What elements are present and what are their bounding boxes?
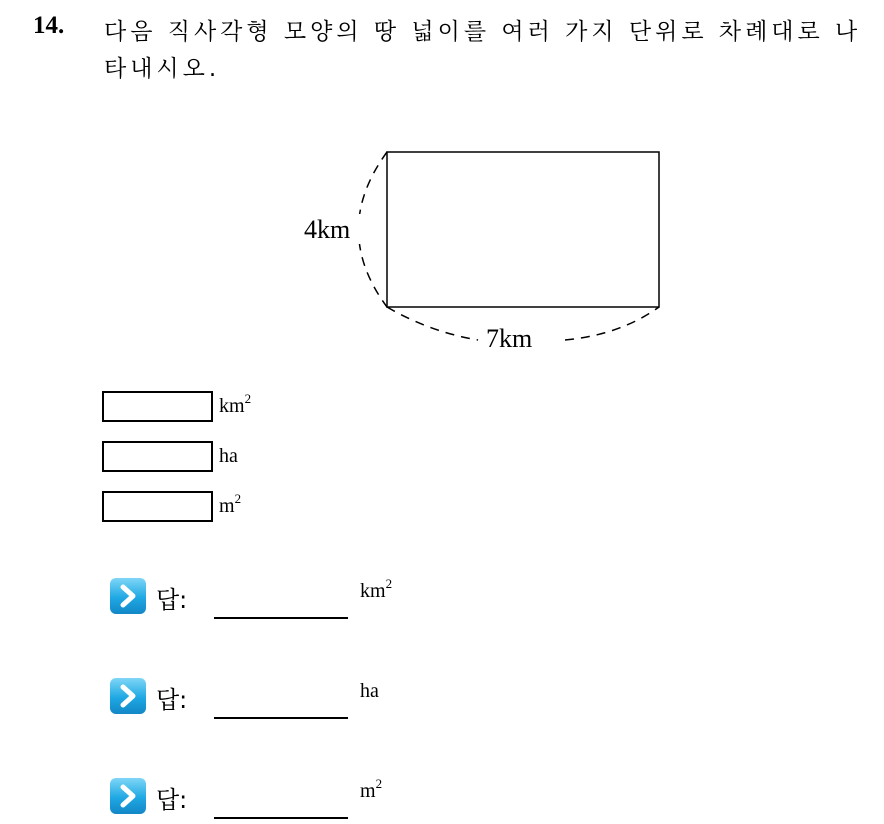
unit-row [102,391,302,423]
answer-label: 답: [156,586,188,614]
unit-input-box[interactable] [102,391,213,422]
answer-row [110,678,440,718]
width-dimension-arc-left [387,307,478,340]
unit-input-box[interactable] [102,441,213,472]
unit-input-box[interactable] [102,491,213,522]
answer-unit: ha [360,680,379,702]
unit-label: $m^2$ [219,491,242,517]
land-rectangle [387,152,659,307]
chevron-right-icon [110,778,146,814]
answer-blank[interactable] [214,717,348,719]
width-dimension-arc-right [565,307,659,340]
unit-label: ha [219,445,238,467]
chevron-right-icon [110,578,146,614]
height-label: 4km [304,215,351,244]
width-label: 7km [486,324,533,353]
rectangle-figure [290,140,690,365]
unit-label: $km^2$ [219,391,252,417]
unit-row [102,491,302,523]
question-number: 14. [33,12,65,39]
unit-row [102,441,302,473]
answer-row [110,778,440,818]
answer-row [110,578,440,618]
answer-blank[interactable] [214,617,348,619]
answer-label: 답: [156,686,188,714]
answer-label: 답: [156,786,188,814]
chevron-right-icon [110,678,146,714]
answer-blank[interactable] [214,817,348,819]
question-text: 다음 직사각형 모양의 땅 넓이를 여러 가지 단위로 차례대로 나타내시오. [104,19,862,82]
answer-unit: $km^2$ [360,576,393,602]
answer-unit: $m^2$ [360,776,383,802]
